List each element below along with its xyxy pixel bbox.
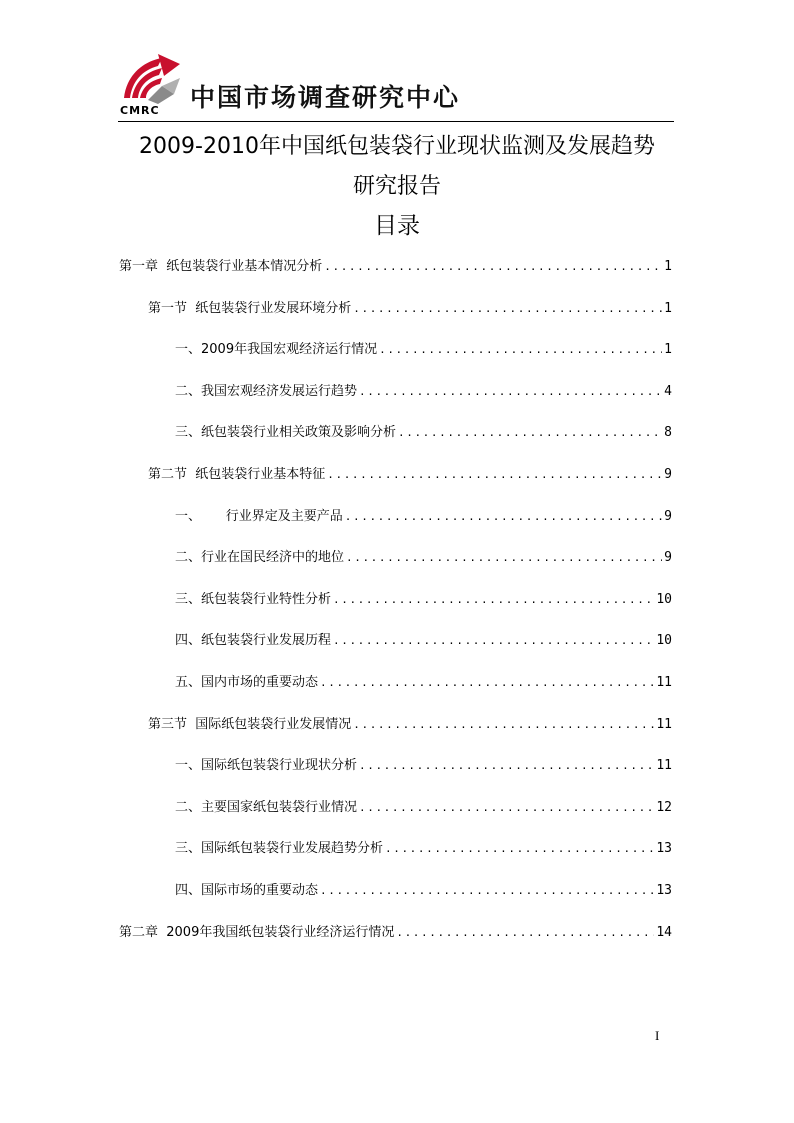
toc-entry-text: 一、2009年我国宏观经济运行情况 (175, 342, 378, 358)
toc-dot-leader (385, 840, 654, 858)
toc-dot-leader (359, 757, 654, 775)
toc-entry-page-number: 1 (664, 300, 672, 316)
toc-entry[interactable] (175, 757, 672, 775)
toc-dot-leader (353, 300, 662, 318)
toc-entry-text: 二、行业在国民经济中的地位 (175, 550, 345, 566)
report-title-line-1: 2009-2010年中国纸包装袋行业现状监测及发展趋势 (139, 134, 655, 159)
toc-entry[interactable] (148, 466, 672, 484)
toc-entry[interactable] (175, 383, 672, 401)
toc-entry-page-number: 4 (664, 383, 672, 399)
toc-entry-page-number: 8 (664, 425, 672, 441)
toc-dot-leader (320, 882, 654, 900)
toc-entry-page-number: 11 (656, 758, 672, 774)
toc-entry[interactable] (148, 716, 672, 734)
toc-entry-text: 三、国际纸包装袋行业发展趋势分析 (175, 841, 384, 857)
toc-dot-leader (398, 424, 662, 442)
toc-entry[interactable] (119, 258, 672, 276)
toc-entry-page-number: 10 (656, 591, 672, 607)
toc-entry-text: 第三节 国际纸包装袋行业发展情况 (148, 716, 352, 732)
toc-dot-leader (346, 549, 662, 567)
toc-entry-text: 二、主要国家纸包装袋行业情况 (175, 799, 358, 815)
toc-entry[interactable] (175, 840, 672, 858)
toc-dot-leader (327, 466, 662, 484)
toc-entry[interactable] (175, 591, 672, 609)
toc-entry-page-number: 13 (656, 883, 672, 898)
toc-entry-text: 三、纸包装袋行业特性分析 (175, 591, 332, 607)
toc-entry-page-number: 9 (664, 550, 672, 566)
toc-heading: 目录 (374, 213, 420, 239)
toc-dot-leader (333, 632, 654, 650)
toc-dot-leader (353, 716, 654, 734)
toc-entry-text: 五、国内市场的重要动态 (175, 675, 319, 690)
report-title-line-2: 研究报告 (352, 174, 441, 199)
logo-text: CMRC (120, 104, 160, 117)
toc-dot-leader (396, 924, 654, 942)
toc-entry-text: 三、纸包装袋行业相关政策及影响分析 (175, 425, 397, 441)
toc-dot-leader (320, 674, 654, 692)
toc-entry-text: 四、纸包装袋行业发展历程 (175, 633, 332, 649)
toc-entry[interactable] (175, 632, 672, 650)
toc-entry[interactable] (175, 549, 672, 567)
toc-entry-page-number: 12 (656, 799, 672, 815)
organization-name: 中国市场调查研究中心 (190, 83, 461, 112)
toc-entry-page-number: 11 (656, 675, 672, 690)
toc-entry[interactable] (175, 341, 672, 359)
toc-entry-text: 一、国际纸包装袋行业现状分析 (175, 758, 358, 774)
toc-entry[interactable] (175, 882, 672, 900)
toc-entry-text: 四、国际市场的重要动态 (175, 883, 319, 898)
toc-dot-leader (333, 591, 654, 609)
toc-entry-page-number: 13 (656, 841, 672, 857)
page-number: I (655, 1028, 660, 1043)
toc-entry[interactable] (148, 300, 672, 318)
toc-entry[interactable] (175, 674, 672, 692)
toc-entry-text: 第一节 纸包装袋行业发展环境分析 (148, 300, 352, 316)
toc-entry[interactable] (175, 508, 672, 526)
toc-entry[interactable] (119, 924, 672, 942)
toc-dot-leader (324, 258, 662, 276)
toc-entry-page-number: 9 (664, 467, 672, 482)
toc-entry-text: 第二节 纸包装袋行业基本特征 (148, 467, 326, 482)
toc-dot-leader (345, 508, 662, 526)
toc-entry-page-number: 11 (656, 716, 672, 732)
toc-entry-text: 第二章 2009年我国纸包装袋行业经济运行情况 (119, 924, 395, 940)
toc-entry-page-number: 1 (664, 259, 672, 274)
toc-entry[interactable] (175, 799, 672, 817)
toc-entry-text: 一、 行业界定及主要产品 (175, 508, 343, 524)
toc-dot-leader (359, 383, 662, 401)
toc-dot-leader (359, 799, 654, 817)
toc-entry[interactable] (175, 424, 672, 442)
toc-entry-page-number: 14 (656, 924, 672, 940)
toc-entry-page-number: 9 (664, 508, 672, 524)
toc-entry-text: 第一章 纸包装袋行业基本情况分析 (119, 259, 323, 274)
toc-dot-leader (379, 341, 662, 359)
toc-entry-page-number: 1 (664, 342, 672, 358)
toc-entry-page-number: 10 (656, 633, 672, 649)
toc-entry-text: 二、我国宏观经济发展运行趋势 (175, 383, 358, 399)
